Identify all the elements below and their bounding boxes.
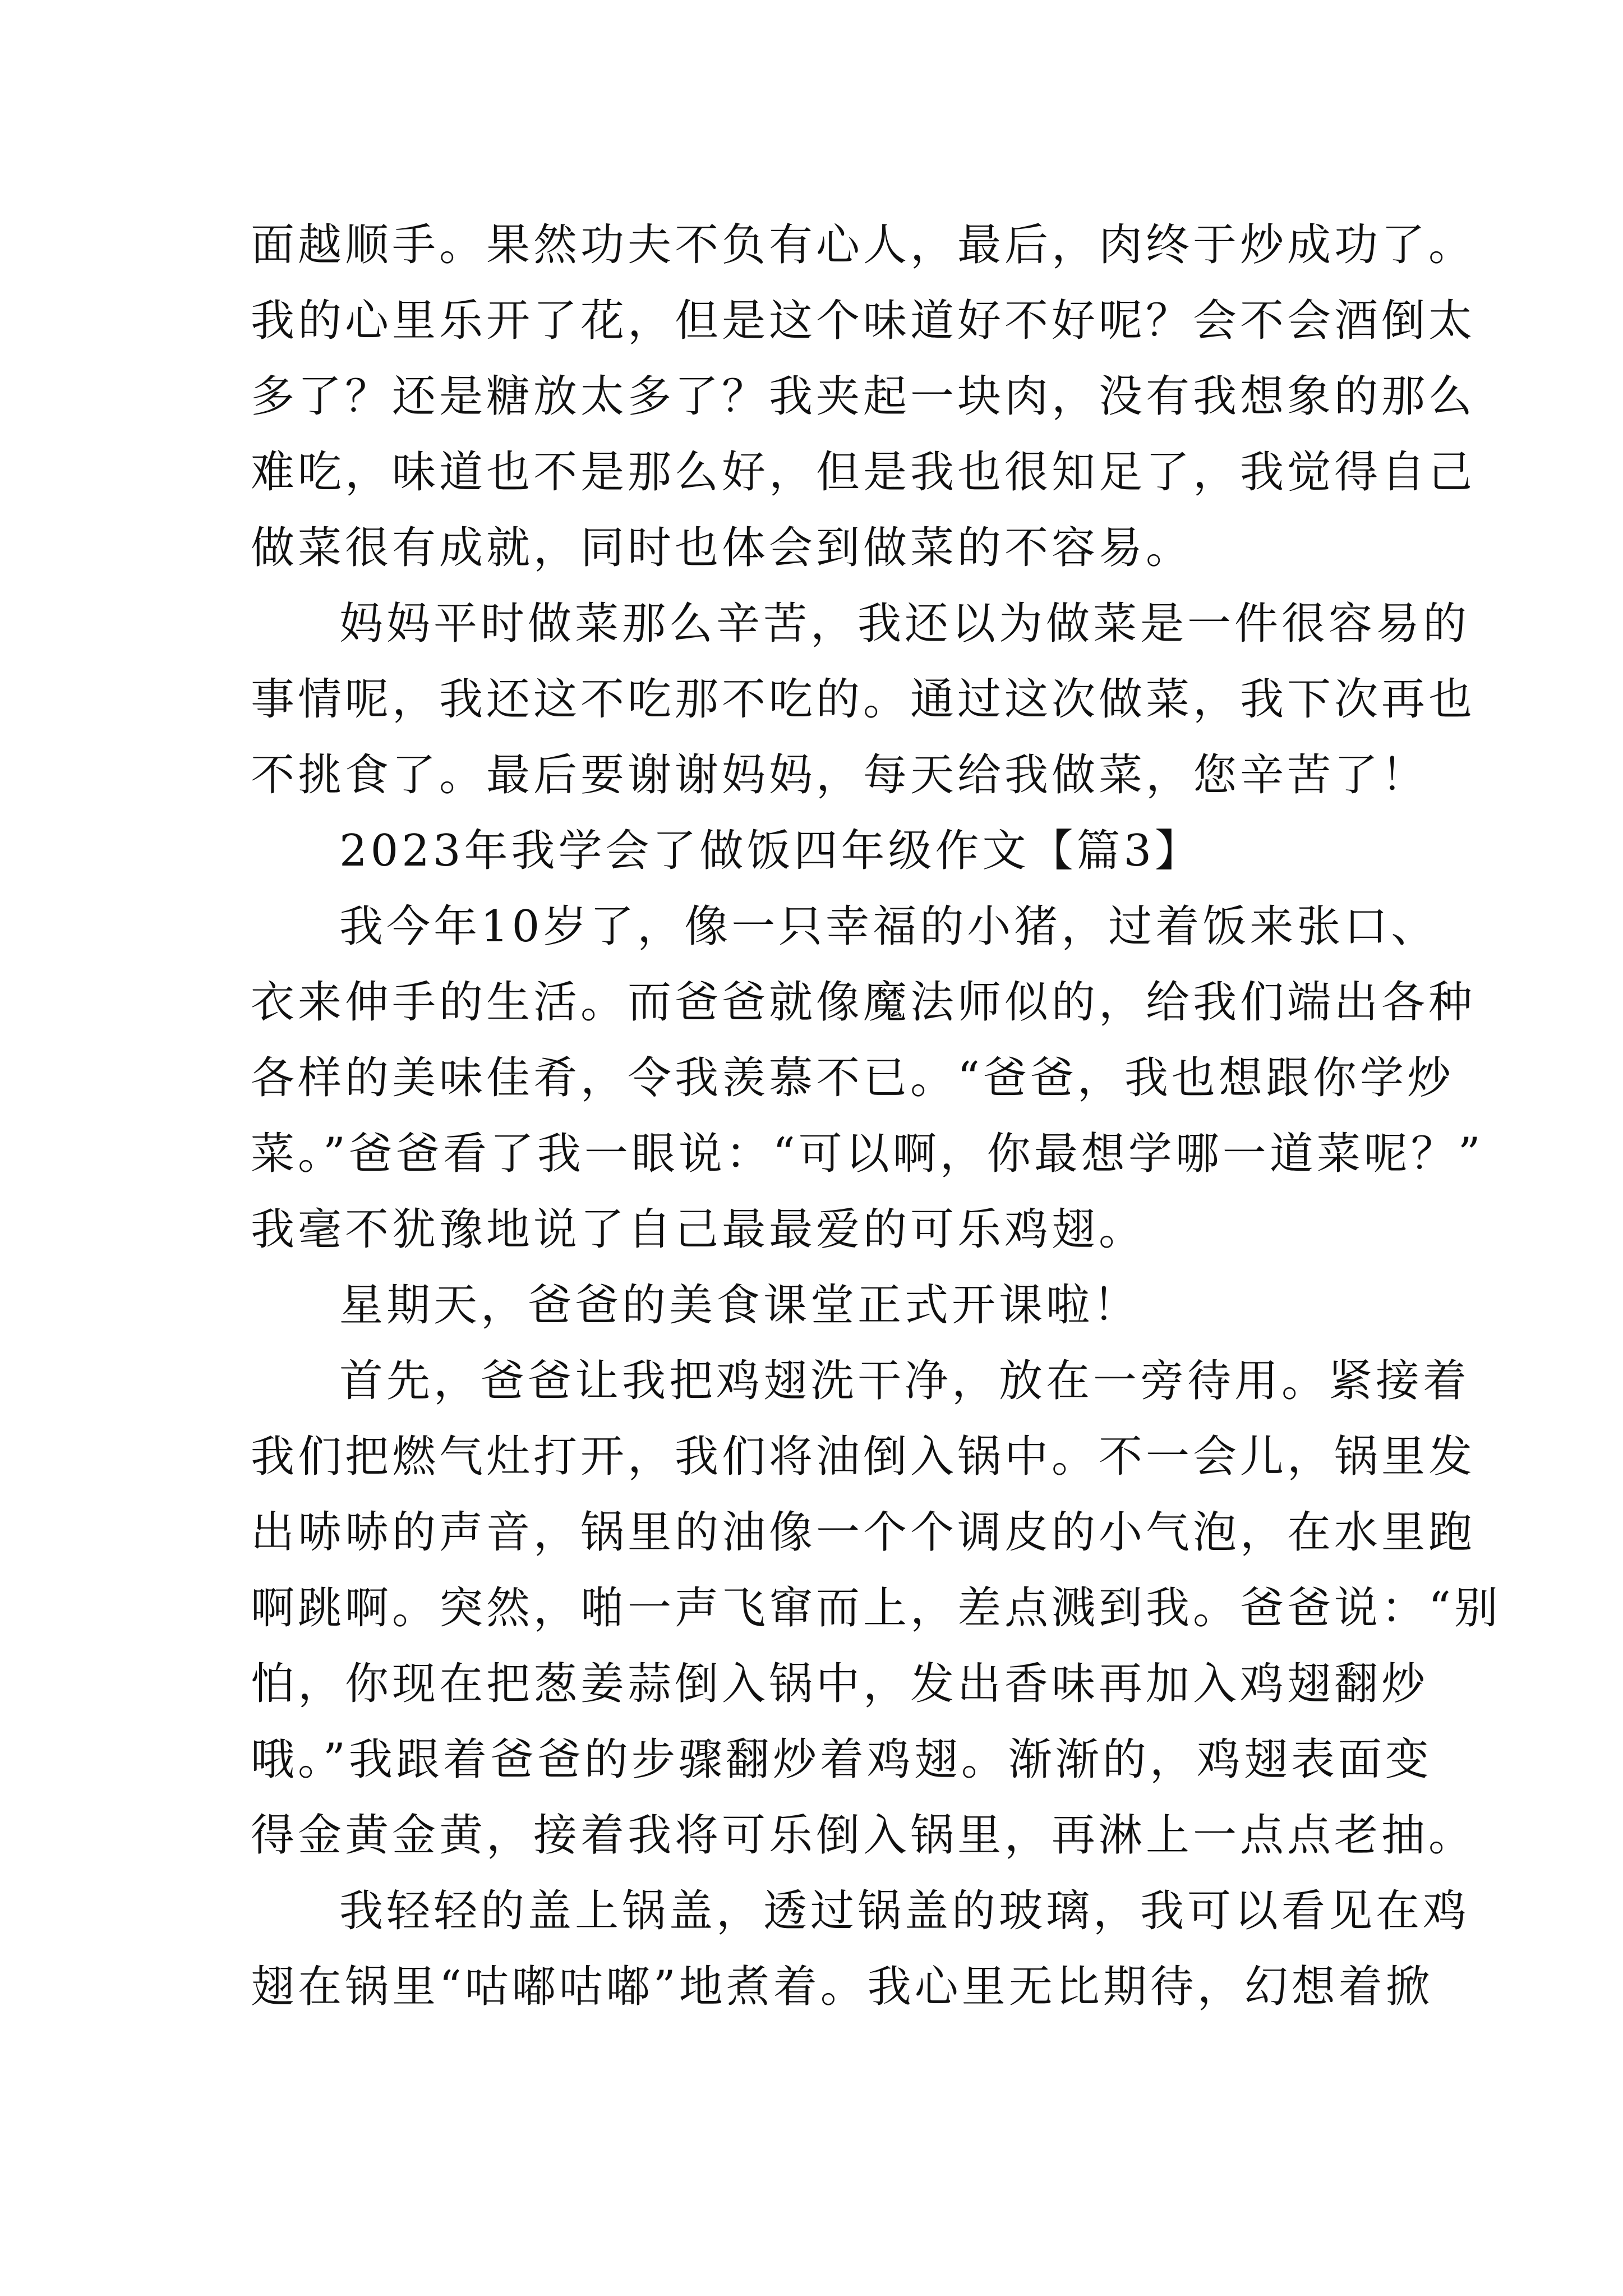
text-line: 我今年10岁了，像一只幸福的小猪，过着饭来张口、 [339,901,1438,952]
text-line: 事情呢，我还这不吃那不吃的。通过这次做菜，我下次再也 [251,674,1476,725]
text-line: 难吃，味道也不是那么好，但是我也很知足了，我觉得自己 [251,447,1476,498]
text-line: 妈妈平时做菜那么辛苦，我还以为做菜是一件很容易的 [339,599,1470,649]
text-line: 哦。”我跟着爸爸的步骤翻炒着鸡翅。渐渐的，鸡翅表面变 [251,1734,1432,1785]
text-line: 菜。”爸爸看了我一眼说：“可以啊，你最想学哪一道菜呢？” [251,1129,1484,1179]
text-line: 星期天，爸爸的美食课堂正式开课啦！ [339,1280,1141,1331]
text-line: 不挑食了。最后要谢谢妈妈，每天给我做菜，您辛苦了！ [251,750,1429,800]
section-heading: 2023年我学会了做饭四年级作文【篇3】 [339,826,1202,876]
text-line: 面越顺手。果然功夫不负有心人，最后，肉终于炒成功了。 [251,220,1476,270]
text-line: 各样的美味佳肴，令我羡慕不已。“爸爸，我也想跟你学炒 [251,1053,1454,1103]
text-line: 出哧哧的声音，锅里的油像一个个调皮的小气泡，在水里跑 [251,1507,1476,1558]
text-line: 怕，你现在把葱姜蒜倒入锅中，发出香味再加入鸡翅翻炒 [251,1659,1429,1709]
essay-text-body [251,208,1501,2025]
text-line: 做菜很有成就，同时也体会到做菜的不容易。 [251,523,1193,573]
text-line: 我们把燃气灶打开，我们将油倒入锅中。不一会儿，锅里发 [251,1432,1476,1482]
text-line: 啊跳啊。突然，啪一声飞窜而上，差点溅到我。爸爸说：“别 [251,1583,1501,1634]
text-line: 得金黄金黄，接着我将可乐倒入锅里，再淋上一点点老抽。 [251,1810,1476,1861]
text-line: 我轻轻的盖上锅盖，透过锅盖的玻璃，我可以看见在鸡 [339,1886,1470,1936]
text-line: 首先，爸爸让我把鸡翅洗干净，放在一旁待用。紧接着 [339,1356,1470,1406]
text-line: 我毫不犹豫地说了自己最最爱的可乐鸡翅。 [251,1204,1146,1255]
text-line: 翅在锅里“咕嘟咕嘟”地煮着。我心里无比期待，幻想着掀 [251,1962,1433,2012]
text-line: 多了？还是糖放太多了？我夹起一块肉，没有我想象的那么 [251,371,1476,422]
text-line: 我的心里乐开了花，但是这个味道好不好呢？会不会酒倒太 [251,296,1476,346]
text-line: 衣来伸手的生活。而爸爸就像魔法师似的，给我们端出各种 [251,977,1476,1028]
